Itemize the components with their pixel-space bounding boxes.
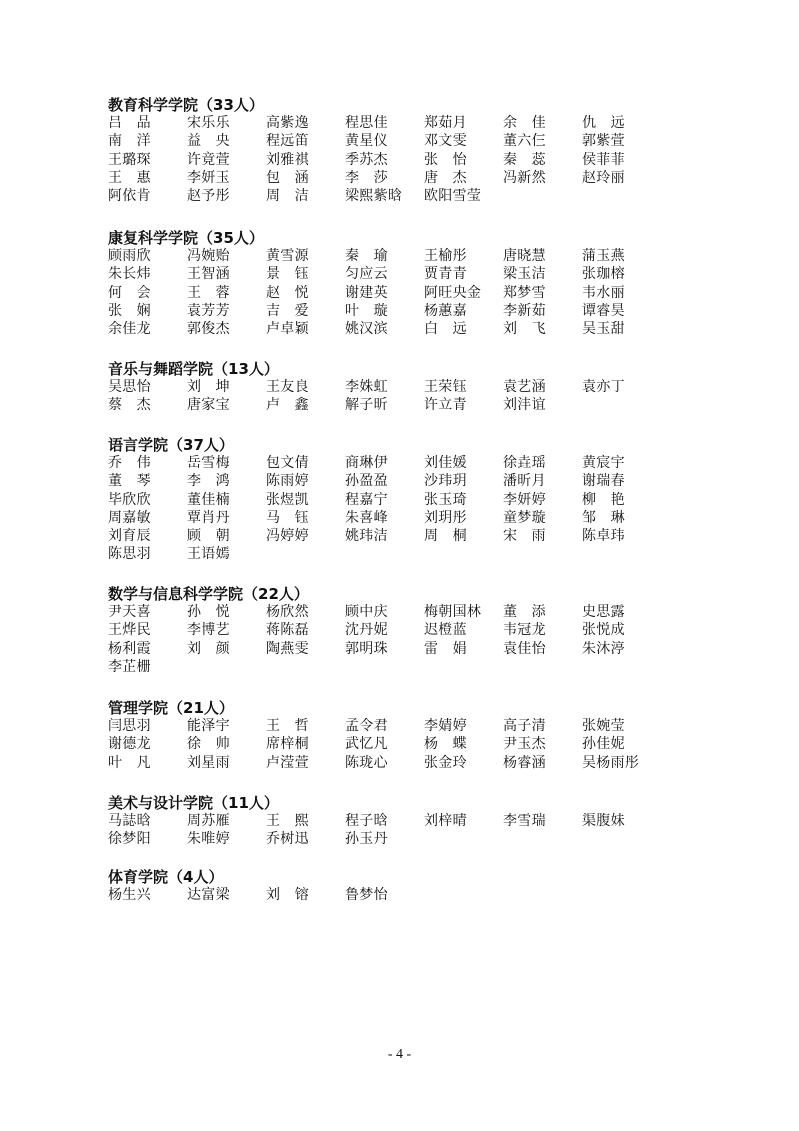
name-item: 邹 琳 <box>582 509 625 526</box>
name-item: 高紫逸 <box>266 115 309 131</box>
name-item: 李芷栅 <box>108 658 151 675</box>
name-item: 冯新然 <box>503 169 546 186</box>
name-item: 秦 蕊 <box>503 151 546 168</box>
name-item: 谢德龙 <box>108 736 151 753</box>
name-item: 朱喜峰 <box>345 509 388 526</box>
name-item: 刘 颜 <box>187 640 230 657</box>
name-item: 谢瑞春 <box>582 473 625 490</box>
name-item: 卢滢萱 <box>266 754 309 771</box>
name-item: 张 娴 <box>108 302 151 319</box>
name-item: 程远笛 <box>266 133 309 150</box>
name-item: 卢卓颖 <box>266 321 309 338</box>
name-item: 李雪瑞 <box>503 813 546 829</box>
name-item: 潘昕月 <box>503 473 546 490</box>
name-item: 余 佳 <box>503 115 546 131</box>
name-item: 闫思羽 <box>108 718 151 734</box>
name-item: 梁熙紫晗 <box>345 188 403 205</box>
name-list <box>108 247 688 338</box>
name-item: 王语嫣 <box>187 546 230 563</box>
name-item: 朱沐渟 <box>582 640 625 657</box>
name-item: 李姝虹 <box>345 379 388 395</box>
name-item: 王 哲 <box>266 718 309 734</box>
name-item: 李妍玉 <box>187 169 230 186</box>
name-list <box>108 378 688 415</box>
name-item: 韦冠龙 <box>503 622 546 639</box>
name-item: 刘玥彤 <box>424 509 467 526</box>
name-item: 杨蕙嘉 <box>424 302 467 319</box>
name-item: 周苏雁 <box>187 813 230 829</box>
section-title: 音乐与舞蹈学院（13人） <box>108 360 279 378</box>
name-item: 姚汉滨 <box>345 321 388 338</box>
name-item: 黄星仪 <box>345 133 388 150</box>
name-item: 阿依肯 <box>108 188 151 205</box>
name-item: 李 莎 <box>345 169 388 186</box>
name-item: 鲁梦怡 <box>345 887 388 903</box>
name-item: 南 洋 <box>108 133 151 150</box>
name-item: 赵玲丽 <box>582 169 625 186</box>
name-item: 尹天喜 <box>108 604 151 620</box>
name-item: 包文倩 <box>266 455 309 471</box>
section-title: 教育科学学院（33人） <box>108 96 264 114</box>
name-item: 季苏杰 <box>345 151 388 168</box>
name-item: 邓文雯 <box>424 133 467 150</box>
name-item: 景 钰 <box>266 266 309 283</box>
name-item: 朱长炜 <box>108 266 151 283</box>
name-item: 贾青青 <box>424 266 467 283</box>
name-item: 刘雅祺 <box>266 151 309 168</box>
name-item: 侯菲菲 <box>582 151 625 168</box>
name-item: 包 涵 <box>266 169 309 186</box>
name-item: 何 会 <box>108 284 151 301</box>
name-item: 叶 璇 <box>345 302 388 319</box>
name-item: 袁芳芳 <box>187 302 230 319</box>
section-music-dance <box>108 360 688 415</box>
name-item: 梁玉洁 <box>503 266 546 283</box>
name-item: 袁亦丁 <box>582 379 625 395</box>
name-item: 余佳龙 <box>108 321 151 338</box>
name-item: 刘育辰 <box>108 528 151 545</box>
name-item: 吴思怡 <box>108 379 151 395</box>
name-item: 毕欣欣 <box>108 491 151 508</box>
name-item: 沙玮玥 <box>424 473 467 490</box>
page-number: - 4 - <box>387 1047 412 1062</box>
name-item: 谢建英 <box>345 284 388 301</box>
name-item: 谭睿昊 <box>582 302 625 319</box>
name-item: 冯婷婷 <box>266 528 309 545</box>
name-list <box>108 454 688 564</box>
name-list <box>108 603 688 676</box>
name-item: 尹玉杰 <box>503 736 546 753</box>
section-languages <box>108 436 688 564</box>
name-item: 许竟萱 <box>187 151 230 168</box>
name-item: 蒋陈磊 <box>266 622 309 639</box>
name-item: 匀应云 <box>345 266 388 283</box>
name-item: 雷 娟 <box>424 640 467 657</box>
section-management <box>108 699 688 772</box>
name-list <box>108 114 688 205</box>
name-item: 韦水丽 <box>582 284 625 301</box>
name-item: 孙佳妮 <box>582 736 625 753</box>
section-rehabilitation-science <box>108 229 688 338</box>
name-item: 迟橙蓝 <box>424 622 467 639</box>
name-item: 王 惠 <box>108 169 151 186</box>
section-title: 体育学院（4人） <box>108 868 224 886</box>
name-item: 王烨民 <box>108 622 151 639</box>
name-item: 袁佳怡 <box>503 640 546 657</box>
section-math-information-science <box>108 585 688 676</box>
name-item: 张悦成 <box>582 622 625 639</box>
name-item: 岳雪梅 <box>187 455 230 471</box>
name-item: 渠腹妹 <box>582 813 625 829</box>
name-item: 刘梓晴 <box>424 813 467 829</box>
name-item: 李 鸿 <box>187 473 230 490</box>
name-item: 刘星雨 <box>187 754 230 771</box>
name-item: 王璐琛 <box>108 151 151 168</box>
name-item: 郑梦雪 <box>503 284 546 301</box>
name-item: 陈思羽 <box>108 546 151 563</box>
name-item: 周嘉敏 <box>108 509 151 526</box>
name-item: 郑茹月 <box>424 115 467 131</box>
name-item: 程嘉宁 <box>345 491 388 508</box>
name-item: 董 琴 <box>108 473 151 490</box>
name-list <box>108 812 688 849</box>
name-item: 张珈榕 <box>582 266 625 283</box>
name-item: 秦 瑜 <box>345 248 388 264</box>
name-item: 吴杨雨彤 <box>582 754 640 771</box>
name-item: 能泽宇 <box>187 718 230 734</box>
name-item: 吕 品 <box>108 115 151 131</box>
name-item: 徐 帅 <box>187 736 230 753</box>
name-item: 席梓桐 <box>266 736 309 753</box>
name-item: 朱唯婷 <box>187 831 230 848</box>
name-item: 孙玉丹 <box>345 831 388 848</box>
name-item: 程思佳 <box>345 115 388 131</box>
name-item: 张婉莹 <box>582 718 625 734</box>
name-item: 吉 爱 <box>266 302 309 319</box>
name-item: 沈丹妮 <box>345 622 388 639</box>
name-item: 陶燕雯 <box>266 640 309 657</box>
name-item: 郭紫萱 <box>582 133 625 150</box>
section-physical-education <box>108 868 688 904</box>
name-item: 黄宸宇 <box>582 455 625 471</box>
name-item: 顾雨欣 <box>108 248 151 264</box>
name-item: 王荣钰 <box>424 379 467 395</box>
name-item: 周 洁 <box>266 188 309 205</box>
name-item: 陈卓玮 <box>582 528 625 545</box>
name-item: 王友良 <box>266 379 309 395</box>
name-item: 乔 伟 <box>108 455 151 471</box>
name-item: 王 蓉 <box>187 284 230 301</box>
name-item: 童梦璇 <box>503 509 546 526</box>
name-item: 董 添 <box>503 604 546 620</box>
name-item: 杨睿涵 <box>503 754 546 771</box>
name-item: 王 熙 <box>266 813 309 829</box>
name-item: 王智涵 <box>187 266 230 283</box>
name-item: 解子昕 <box>345 397 388 414</box>
name-item: 张金玲 <box>424 754 467 771</box>
name-item: 周 桐 <box>424 528 467 545</box>
name-item: 叶 凡 <box>108 754 151 771</box>
name-item: 刘 坤 <box>187 379 230 395</box>
name-item: 孙盈盈 <box>345 473 388 490</box>
name-item: 唐 杰 <box>424 169 467 186</box>
name-item: 唐家宝 <box>187 397 230 414</box>
name-item: 马 钰 <box>266 509 309 526</box>
name-item: 宋乐乐 <box>187 115 230 131</box>
name-item: 孟令君 <box>345 718 388 734</box>
name-item: 孙 悦 <box>187 604 230 620</box>
name-item: 仇 远 <box>582 115 625 131</box>
section-title: 数学与信息科学学院（22人） <box>108 585 309 603</box>
name-item: 李新茹 <box>503 302 546 319</box>
name-item: 乔树迅 <box>266 831 309 848</box>
name-item: 蒲玉燕 <box>582 248 625 264</box>
name-item: 杨生兴 <box>108 887 151 903</box>
name-item: 张 怡 <box>424 151 467 168</box>
name-item: 蔡 杰 <box>108 397 151 414</box>
name-item: 刘沣谊 <box>503 397 546 414</box>
name-item: 唐晓慧 <box>503 248 546 264</box>
name-list <box>108 717 688 772</box>
name-item: 武忆凡 <box>345 736 388 753</box>
name-item: 顾 朝 <box>187 528 230 545</box>
name-item: 赵 悦 <box>266 284 309 301</box>
name-item: 陈珑心 <box>345 754 388 771</box>
name-item: 董六仨 <box>503 133 546 150</box>
name-item: 程子晗 <box>345 813 388 829</box>
name-item: 白 远 <box>424 321 467 338</box>
name-item: 杨欣然 <box>266 604 309 620</box>
name-item: 姚玮洁 <box>345 528 388 545</box>
name-item: 张煜凯 <box>266 491 309 508</box>
name-item: 顾中庆 <box>345 604 388 620</box>
name-item: 李妍婷 <box>503 491 546 508</box>
name-item: 覃肖丹 <box>187 509 230 526</box>
section-title: 美术与设计学院（11人） <box>108 794 279 812</box>
name-item: 杨利霞 <box>108 640 151 657</box>
name-item: 阿旺央金 <box>424 284 482 301</box>
name-item: 黄雪源 <box>266 248 309 264</box>
name-item: 益 央 <box>187 133 230 150</box>
name-list <box>108 886 688 904</box>
name-item: 刘 镕 <box>266 887 309 903</box>
name-item: 冯婉贻 <box>187 248 230 264</box>
name-item: 宋 雨 <box>503 528 546 545</box>
name-item: 徐梦阳 <box>108 831 151 848</box>
section-title: 康复科学学院（35人） <box>108 229 264 247</box>
name-item: 吴玉甜 <box>582 321 625 338</box>
name-item: 李婧婷 <box>424 718 467 734</box>
name-item: 卢 鑫 <box>266 397 309 414</box>
name-item: 董佳楠 <box>187 491 230 508</box>
name-item: 梅朝国林 <box>424 604 482 620</box>
name-item: 李博艺 <box>187 622 230 639</box>
name-item: 赵予彤 <box>187 188 230 205</box>
section-title: 语言学院（37人） <box>108 436 234 454</box>
name-item: 欧阳雪莹 <box>424 188 482 205</box>
name-item: 王榆彤 <box>424 248 467 264</box>
name-item: 许立青 <box>424 397 467 414</box>
name-item: 杨 蝶 <box>424 736 467 753</box>
section-education-science <box>108 96 688 205</box>
name-item: 马誌晗 <box>108 813 151 829</box>
name-item: 郭明珠 <box>345 640 388 657</box>
name-item: 徐垚瑶 <box>503 455 546 471</box>
name-item: 达富梁 <box>187 887 230 903</box>
name-item: 史思露 <box>582 604 625 620</box>
name-item: 刘 飞 <box>503 321 546 338</box>
name-item: 刘佳媛 <box>424 455 467 471</box>
name-item: 袁艺涵 <box>503 379 546 395</box>
name-item: 高子清 <box>503 718 546 734</box>
name-item: 柳 艳 <box>582 491 625 508</box>
section-title: 管理学院（21人） <box>108 699 234 717</box>
name-item: 商琳伊 <box>345 455 388 471</box>
section-art-design <box>108 794 688 849</box>
name-item: 张玉琦 <box>424 491 467 508</box>
name-item: 陈雨婷 <box>266 473 309 490</box>
name-item: 郭俊杰 <box>187 321 230 338</box>
